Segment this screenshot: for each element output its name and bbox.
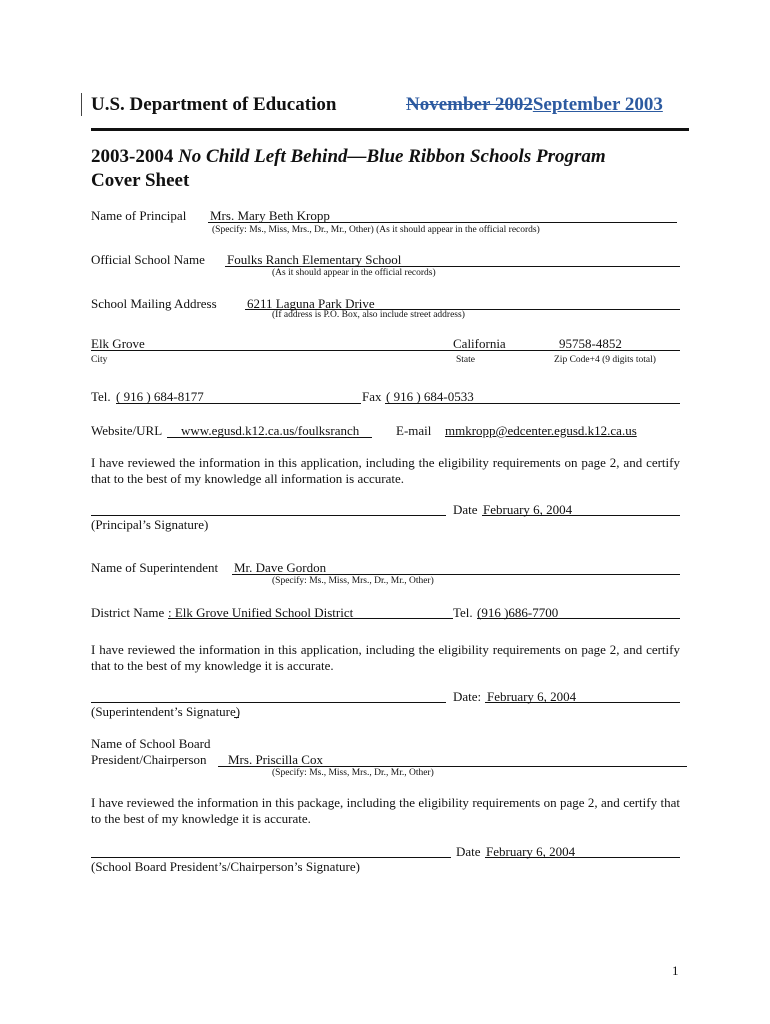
- district-field[interactable]: : Elk Grove Unified School District: [168, 605, 354, 620]
- board-label-line1: Name of School Board: [91, 736, 211, 751]
- revision-change-bar: [81, 93, 82, 116]
- principal-signature-label: (Principal’s Signature): [91, 517, 209, 532]
- tel-label: Tel.: [91, 389, 111, 404]
- superintendent-certification-text: I have reviewed the information in this application, including the eligibility requirements on page 2, and certify that to the best of my knowledge it is accurate.: [91, 642, 680, 673]
- superintendent-date-label: Date:: [453, 689, 482, 704]
- mailing-address-hint: (If address is P.O. Box, also include street address): [272, 310, 465, 320]
- city-field[interactable]: Elk Grove: [91, 336, 145, 351]
- board-signature-line[interactable]: [91, 857, 451, 858]
- state-label: State: [456, 355, 475, 365]
- department-heading: U.S. Department of Education: [91, 94, 337, 115]
- header-rule: [91, 128, 689, 131]
- school-name-label: Official School Name: [91, 252, 205, 267]
- board-certification-text: I have reviewed the information in this package, including the eligibility requirements on page 2, and certify that to the best of my knowledge it is accurate.: [91, 795, 680, 826]
- board-label-line2: President/Chairperson: [91, 752, 207, 767]
- fax-label: Fax: [362, 389, 382, 404]
- district-tel-label: Tel.: [453, 605, 473, 620]
- superintendent-date-field[interactable]: February 6, 2004: [487, 689, 577, 704]
- superintendent-field[interactable]: Mr. Dave Gordon: [234, 560, 327, 575]
- principal-hint: (Specify: Ms., Miss, Mrs., Dr., Mr., Other) (As it should appear in the official records): [212, 225, 540, 235]
- mailing-address-field[interactable]: 6211 Laguna Park Drive: [247, 296, 375, 311]
- board-hint: (Specify: Ms., Miss, Mrs., Dr., Mr., Other): [272, 768, 434, 778]
- zip-label: Zip Code+4 (9 digits total): [554, 355, 656, 365]
- school-name-hint: (As it should appear in the official records): [272, 268, 436, 278]
- email-label: E-mail: [396, 423, 432, 438]
- principal-signature-line[interactable]: [91, 515, 446, 516]
- new-date-inserted: September 2003: [532, 94, 663, 115]
- fax-field[interactable]: ( 916 ) 684-0533: [386, 389, 474, 404]
- page-number: 1: [672, 963, 679, 978]
- board-date-label: Date: [456, 844, 481, 859]
- mailing-address-label: School Mailing Address: [91, 296, 217, 311]
- board-signature-label: (School Board President’s/Chairperson’s Signature): [91, 859, 360, 874]
- principal-name-field[interactable]: Mrs. Mary Beth Kropp: [210, 208, 330, 223]
- email-field[interactable]: mmkropp@edcenter.egusd.k12.ca.us: [445, 423, 637, 438]
- tel-field[interactable]: ( 916 ) 684-8177: [116, 389, 204, 404]
- principal-certification-text: I have reviewed the information in this application, including the eligibility requirements on page 2, and certify that to the best of my knowledge all information is accurate.: [91, 455, 680, 486]
- district-label: District Name: [91, 605, 165, 620]
- program-title: [91, 146, 606, 168]
- principal-label: Name of Principal: [91, 208, 187, 223]
- principal-date-field[interactable]: February 6, 2004: [483, 502, 573, 517]
- district-tel-field[interactable]: (916 )686-7700: [477, 605, 559, 620]
- superintendent-signature-label-mark: [234, 717, 239, 718]
- zip-field[interactable]: 95758-4852: [559, 336, 622, 351]
- superintendent-signature-label: (Superintendent’s Signature): [91, 704, 241, 719]
- old-date-deleted: November 2002: [406, 94, 533, 115]
- state-field[interactable]: California: [453, 336, 506, 351]
- program-year: 2003-2004: [91, 146, 174, 167]
- city-label: City: [91, 355, 108, 365]
- school-name-field[interactable]: Foulks Ranch Elementary School: [227, 252, 402, 267]
- website-field[interactable]: www.egusd.k12.ca.us/foulksranch: [181, 423, 360, 438]
- principal-date-label: Date: [453, 502, 478, 517]
- revision-date: [406, 94, 663, 116]
- cover-sheet-title: Cover Sheet: [91, 170, 190, 191]
- board-date-field[interactable]: February 6, 2004: [486, 844, 576, 859]
- program-name: No Child Left Behind—Blue Ribbon Schools Program: [178, 146, 606, 167]
- board-president-field[interactable]: Mrs. Priscilla Cox: [228, 752, 323, 767]
- superintendent-label: Name of Superintendent: [91, 560, 219, 575]
- superintendent-hint: (Specify: Ms., Miss, Mrs., Dr., Mr., Other): [272, 576, 434, 586]
- website-label: Website/URL: [91, 423, 163, 438]
- superintendent-signature-line[interactable]: [91, 702, 446, 703]
